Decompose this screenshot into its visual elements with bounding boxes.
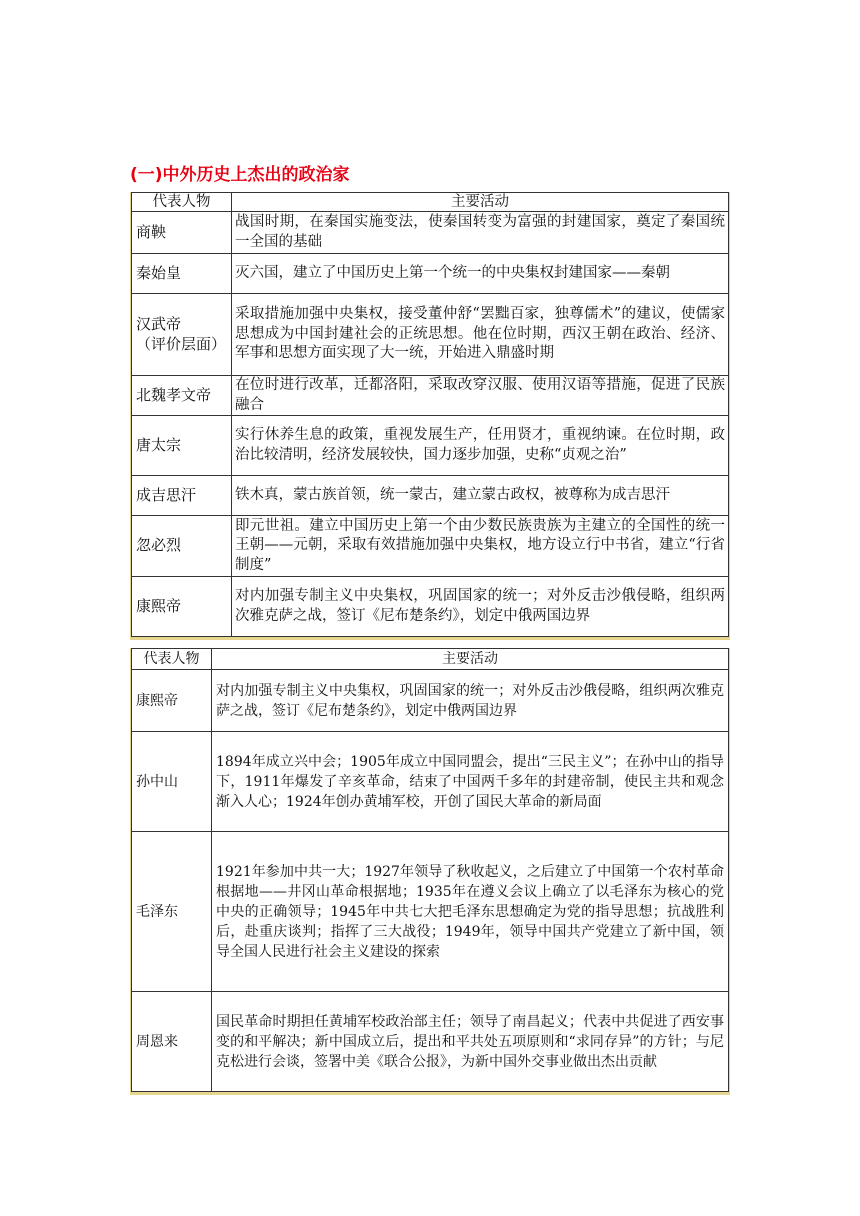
person-name: 商鞅 <box>132 212 232 254</box>
person-activity: 战国时期，在秦国实施变法，使秦国转变为富强的封建国家，奠定了秦国统一全国的基础 <box>232 212 729 254</box>
person-activity: 灭六国，建立了中国历史上第一个统一的中央集权封建国家——秦朝 <box>232 254 729 294</box>
person-name: 唐太宗 <box>132 416 232 476</box>
table-row <box>132 476 729 516</box>
person-name: 康熙帝 <box>132 577 232 637</box>
person-name: 成吉思汗 <box>132 476 232 516</box>
table-row <box>132 732 729 832</box>
person-name: 毛泽东 <box>132 832 212 992</box>
person-activity: 采取措施加强中央集权，接受董仲舒“罢黜百家，独尊儒术”的建议，使儒家思想成为中国封建社会的正统思想。他在位时期，西汉王朝在政治、经济、军事和思想方面实现了大一统，开始进入鼎盛时期 <box>232 294 729 376</box>
table-row <box>132 992 729 1092</box>
table-row <box>132 376 729 416</box>
table-row <box>132 212 729 254</box>
person-name: 康熙帝 <box>132 670 212 732</box>
person-name: 北魏孝文帝 <box>132 376 232 416</box>
politicians-table-2 <box>130 648 730 1095</box>
table-row <box>132 832 729 992</box>
header-activity: 主要活动 <box>232 193 729 212</box>
person-activity: 对内加强专制主义中央集权，巩固国家的统一；对外反击沙俄侵略，组织两次雅克萨之战，签订《尼布楚条约》，划定中俄两国边界 <box>212 670 729 732</box>
person-activity: 国民革命时期担任黄埔军校政治部主任；领导了南昌起义；代表中共促进了西安事变的和平解决；新中国成立后，提出和平共处五项原则和“求同存异”的方针；与尼克松进行会谈，签署中美《联合公报》，为新中国外交事业做出杰出贡献 <box>212 992 729 1092</box>
person-activity: 在位时进行改革，迁都洛阳，采取改穿汉服、使用汉语等措施，促进了民族融合 <box>232 376 729 416</box>
person-name: 忽必烈 <box>132 516 232 577</box>
table-row <box>132 516 729 577</box>
person-name: 孙中山 <box>132 732 212 832</box>
person-name: 汉武帝 （评价层面） <box>132 294 232 376</box>
person-name: 周恩来 <box>132 992 212 1092</box>
person-activity: 对内加强专制主义中央集权，巩固国家的统一；对外反击沙俄侵略，组织两次雅克萨之战，签订《尼布楚条约》，划定中俄两国边界 <box>232 577 729 637</box>
table-row <box>132 577 729 637</box>
table-row <box>132 416 729 476</box>
header-person: 代表人物 <box>132 193 232 212</box>
person-activity: 1921年参加中共一大；1927年领导了秋收起义，之后建立了中国第一个农村革命根据地——井冈山革命根据地；1935年在遵义会议上确立了以毛泽东为核心的党中央的正确领导；1945年中共七大把毛泽东思想确定为党的指导思想；抗战胜利后，赴重庆谈判；指挥了三大战役；1949年，领导中国共产党建立了新中国，领导全国人民进行社会主义建设的探索 <box>212 832 729 992</box>
table-row <box>132 670 729 732</box>
header-activity: 主要活动 <box>212 649 729 670</box>
person-name: 秦始皇 <box>132 254 232 294</box>
header-person: 代表人物 <box>132 649 212 670</box>
person-activity: 实行休养生息的政策，重视发展生产，任用贤才，重视纳谏。在位时期，政治比较清明，经济发展较快，国力逐步加强，史称“贞观之治” <box>232 416 729 476</box>
table-row <box>132 254 729 294</box>
person-activity: 即元世祖。建立中国历史上第一个由少数民族贵族为主建立的全国性的统一王朝——元朝，采取有效措施加强中央集权，地方设立行中书省，建立“行省制度” <box>232 516 729 577</box>
table-row <box>132 294 729 376</box>
person-activity: 1894年成立兴中会；1905年成立中国同盟会，提出“三民主义”；在孙中山的指导下，1911年爆发了辛亥革命，结束了中国两千多年的封建帝制，使民主共和观念渐入人心；1924年创办黄埔军校，开创了国民大革命的新局面 <box>212 732 729 832</box>
person-activity: 铁木真，蒙古族首领，统一蒙古，建立蒙古政权，被尊称为成吉思汗 <box>232 476 729 516</box>
politicians-table-1 <box>130 192 730 640</box>
section-title: (一)中外历史上杰出的政治家 <box>130 165 350 185</box>
